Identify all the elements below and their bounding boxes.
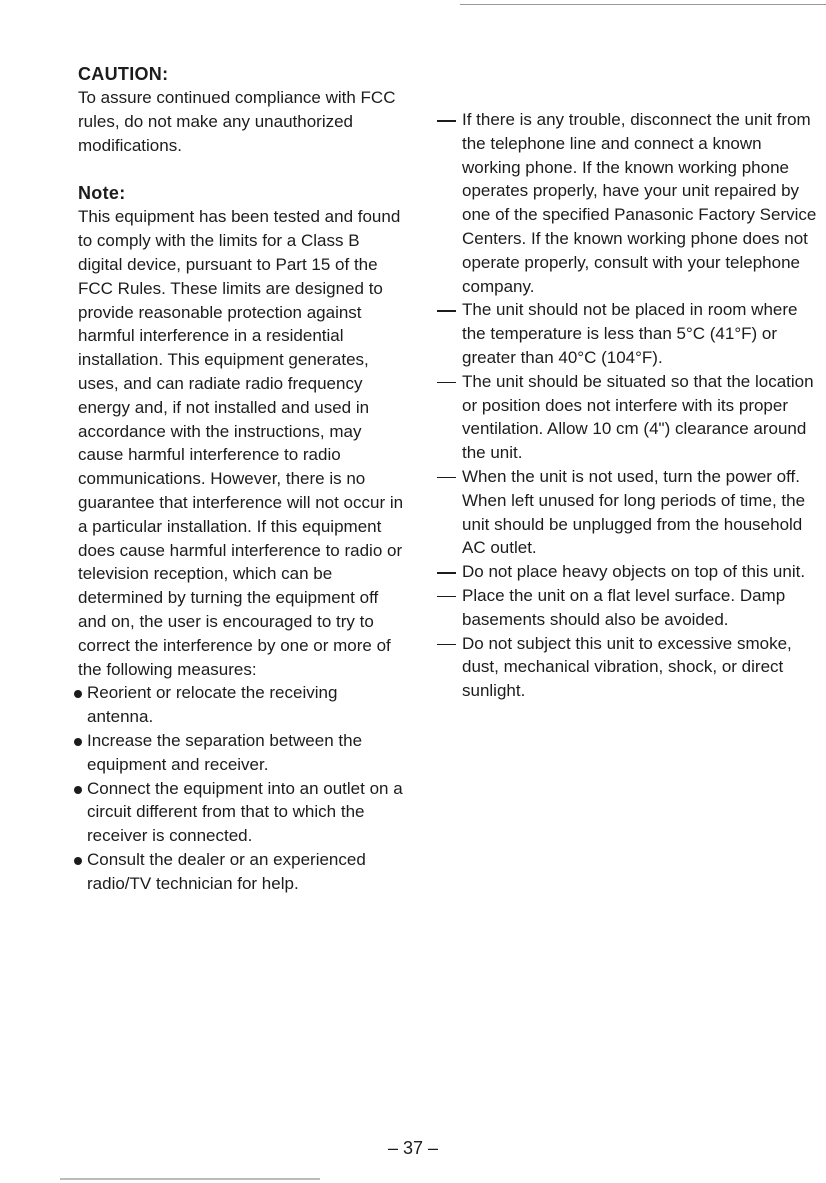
- dash-icon: [437, 310, 456, 312]
- list-item: Place the unit on a flat level surface. Damp basements should also be avoided.: [437, 584, 817, 632]
- caution-text: To assure continued compliance with FCC rules, do not make any unauthorized modifications.: [78, 88, 396, 155]
- bullet-icon: [74, 786, 82, 794]
- caution-heading: CAUTION:: [78, 64, 169, 84]
- dash-icon: [437, 596, 456, 598]
- list-item: The unit should not be placed in room where the temperature is less than 5°C (41°F) or greater than 40°C (104°F).: [437, 298, 817, 369]
- list-item: Consult the dealer or an experienced radio/TV technician for help.: [78, 848, 408, 896]
- dash-icon: [437, 572, 456, 574]
- dash-icon: [437, 477, 456, 479]
- list-item: Do not subject this unit to excessive smoke, dust, mechanical vibration, shock, or direct sunlight.: [437, 632, 817, 703]
- list-item: The unit should be situated so that the location or position does not interfere with its proper ventilation. Allow 10 cm (4") clearance around the unit.: [437, 370, 817, 465]
- list-item: If there is any trouble, disconnect the unit from the telephone line and connect a known working phone. If the known working phone operates properly, have your unit repaired by one of the specified Panasonic Factory Service Centers. If the known working phone does not operate properly, consult with your telephone company.: [437, 108, 817, 298]
- dash-icon: [437, 382, 456, 384]
- note-text: This equipment has been tested and found to comply with the limits for a Class B digital device, pursuant to Part 15 of the FCC Rules. These limits are designed to provide reasonable protection against harmful interference in a residential installation. This equipment generates, uses, and can radiate radio frequency energy and, if not installed and used in accordance with the instructions, may cause harmful interference to radio communications. However, there is no guarantee that interference will not occur in a particular installation. If this equipment does cause harmful interference to radio or television reception, which can be determined by turning the equipment off and on, the user is encouraged to try to correct the interference by one or more of the following measures:: [78, 207, 404, 679]
- note-heading: Note:: [78, 183, 126, 204]
- list-item: Connect the equipment into an outlet on a circuit different from that to which the receiver is connected.: [78, 777, 408, 848]
- bullet-icon: [74, 738, 82, 746]
- dash-icon: [437, 120, 456, 122]
- top-rule: [460, 4, 826, 5]
- page-number: – 37 –: [387, 1138, 439, 1158]
- list-item: When the unit is not used, turn the power off. When left unused for long periods of time, the unit should be unplugged from the household AC outlet.: [437, 465, 817, 560]
- dash-icon: [437, 644, 456, 646]
- measures-list: [78, 681, 408, 895]
- list-item: Increase the separation between the equipment and receiver.: [78, 729, 408, 777]
- left-column: [78, 62, 408, 896]
- list-item: Reorient or relocate the receiving antenna.: [78, 681, 408, 729]
- list-item: Do not place heavy objects on top of this unit.: [437, 560, 817, 584]
- bullet-icon: [74, 857, 82, 865]
- bottom-rule: [60, 1178, 320, 1180]
- right-column: [437, 108, 817, 703]
- precautions-list: [437, 108, 817, 703]
- bullet-icon: [74, 690, 82, 698]
